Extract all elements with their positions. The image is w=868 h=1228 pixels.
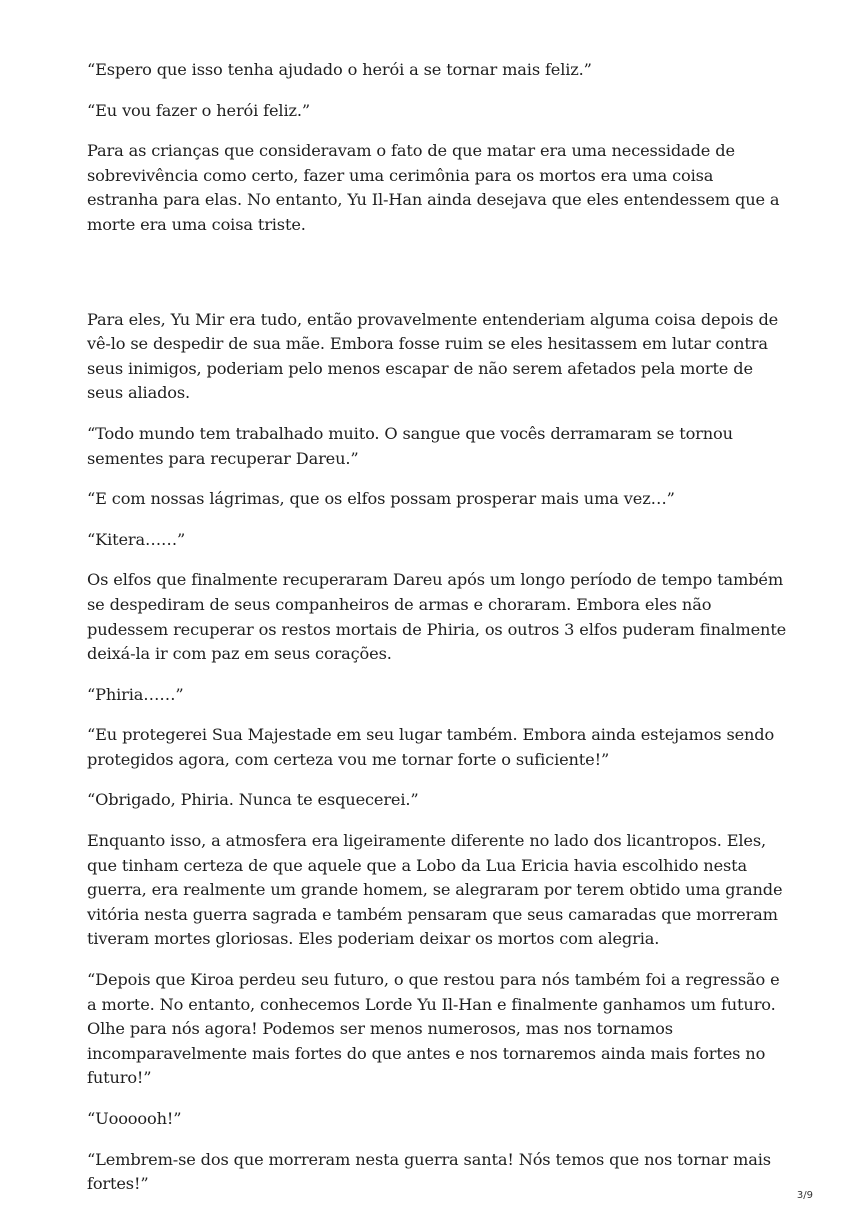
paragraph-8: Os elfos que finalmente recuperaram Dareu após um longo período de tempo também se despediram de seus companheiros de armas e choraram. Embora eles não pudessem recuperar os restos mortais de Phiria, os outros 3 elfos puderam finalmente deixá-la ir com paz em seus corações.: [87, 570, 787, 664]
section-break: [87, 254, 787, 308]
paragraph-10: “Eu protegerei Sua Majestade em seu lugar também. Embora ainda estejamos sendo protegidos agora, com certeza vou me tornar forte o suficiente!”: [87, 725, 775, 769]
paragraph-6: “E com nossas lágrimas, que os elfos possam prosperar mais uma vez…”: [87, 489, 675, 509]
paragraph-15: “Lembrem-se dos que morreram nesta guerra santa! Nós temos que nos tornar mais fortes!”: [87, 1149, 771, 1194]
paragraph-5: “Todo mundo tem trabalhado muito. O sangue que vocês derramaram se tornou sementes para recuperar Dareu.”: [87, 423, 733, 468]
paragraph-12: Enquanto isso, a atmosfera era ligeiramente diferente no lado dos licantropos. Eles, que tinham certeza de que aquele que a Lobo da Lua Ericia havia escolhido nesta guerra, era realmente um grande homem, se alegraram por terem obtido uma grande vitória nesta guerra sagrada e também pensaram que seus camaradas que morreram tiveram mortes gloriosas. Eles poderiam deixar os mortos com alegria.: [87, 831, 783, 949]
paragraph-1: “Espero que isso tenha ajudado o herói a se tornar mais feliz.”: [87, 60, 592, 79]
paragraph-9: “Phiria……”: [87, 684, 184, 704]
paragraph-3: Para as crianças que consideravam o fato de que matar era uma necessidade de sobrevivência como certo, fazer uma cerimônia para os mortos era uma coisa estranha para elas. No entanto, Yu Il-Han ainda desejava que eles entendessem que a morte era uma coisa triste.: [87, 141, 780, 234]
paragraph-2: “Eu vou fazer o herói feliz.”: [87, 100, 310, 120]
paragraph-11: “Obrigado, Phiria. Nunca te esquecerei.”: [87, 790, 419, 810]
paragraph-4: Para eles, Yu Mir era tudo, então provavelmente entenderiam alguma coisa depois de vê-lo se despedir de sua mãe. Embora fosse ruim se eles hesitassem em lutar contra seus inimigos, poderiam pelo menos escapar de não serem afetados pela morte de seus aliados.: [87, 309, 779, 403]
document-body: [87, 58, 787, 1213]
paragraph-14: “Uoooooh!”: [87, 1109, 182, 1128]
paragraph-7: “Kitera……”: [87, 529, 186, 549]
paragraph-13: “Depois que Kiroa perdeu seu futuro, o que restou para nós também foi a regressão e a morte. No entanto, conhecemos Lorde Yu Il-Han e finalmente ganhamos um futuro. Olhe para nós agora! Podemos ser menos numerosos, mas nos tornamos incomparavelmente mais fortes do que antes e nos tornaremos ainda mais fortes no futuro!”: [87, 970, 780, 1088]
page-number: 3/9: [796, 1190, 813, 1201]
